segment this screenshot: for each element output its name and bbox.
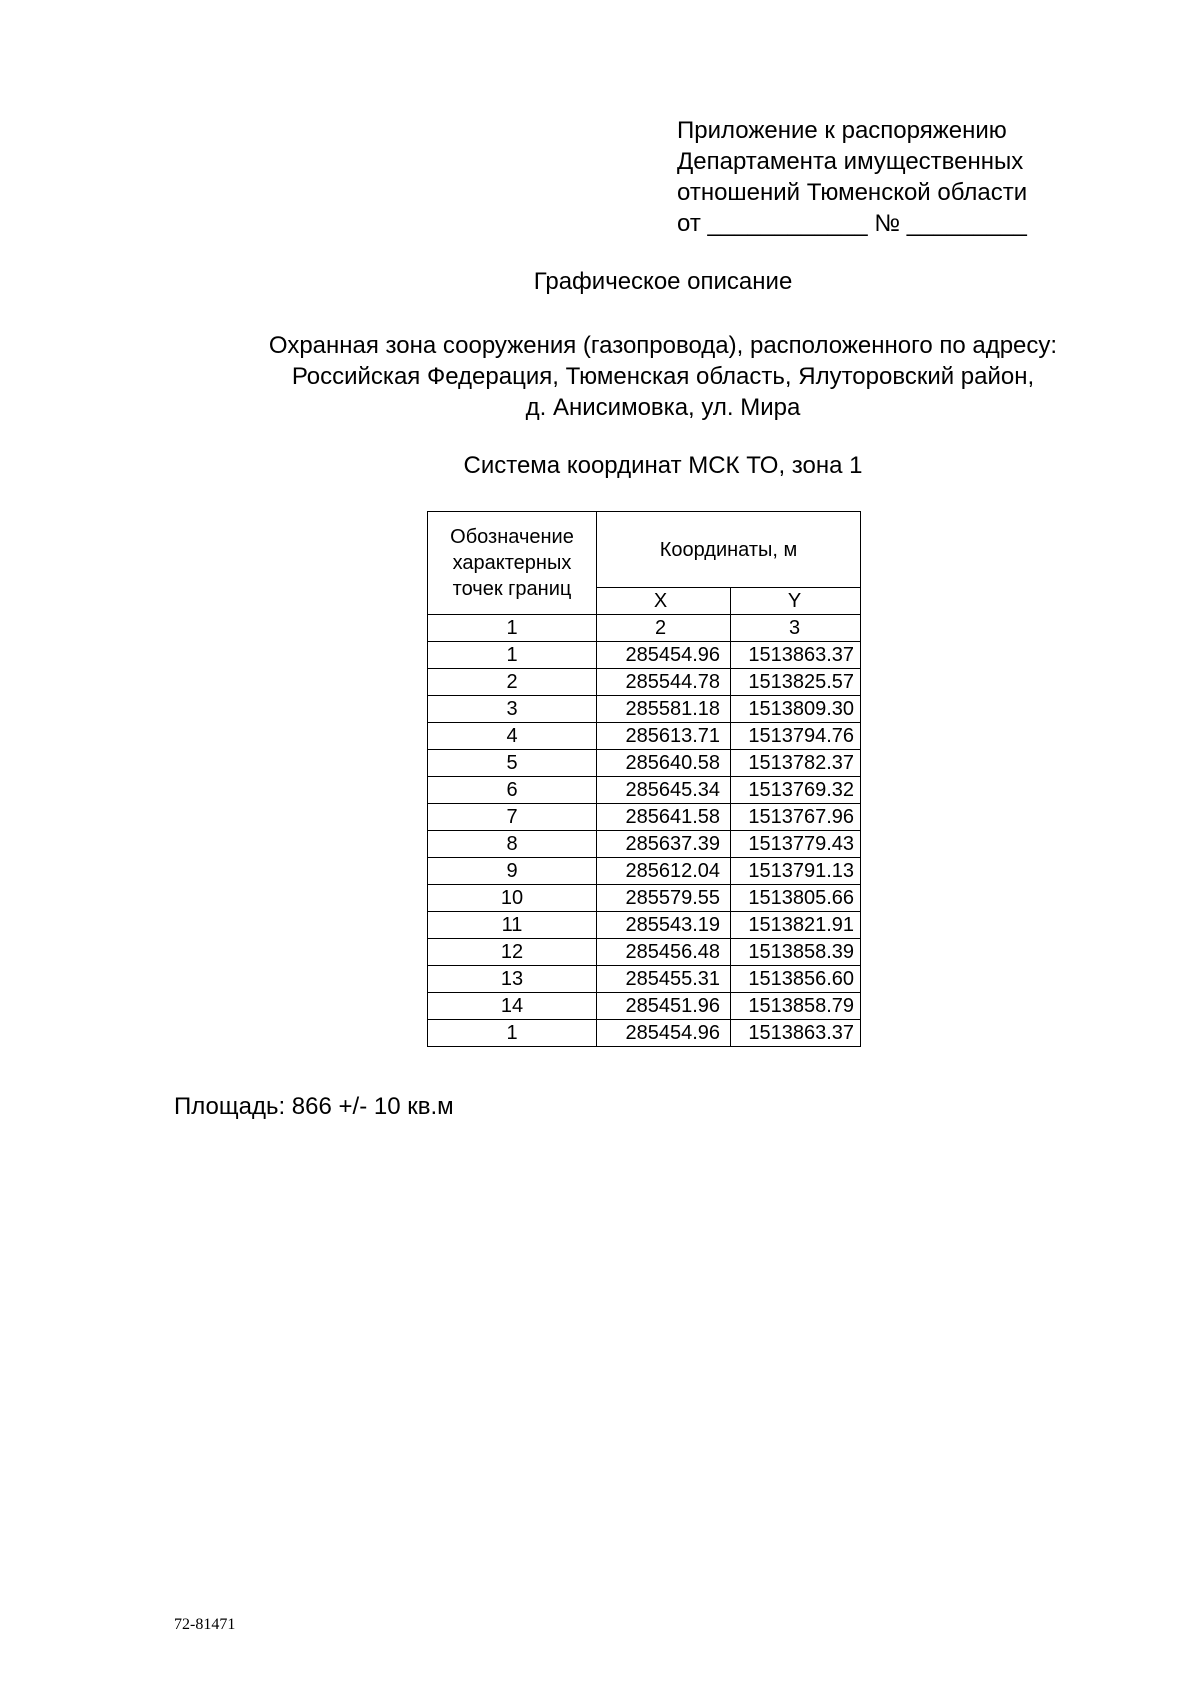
document-title: Графическое описание	[533, 268, 793, 295]
cell-y: 1513782.37	[731, 750, 861, 777]
cell-x: 285641.58	[597, 804, 731, 831]
cell-y: 1513791.13	[731, 858, 861, 885]
area-value: Площадь: 866 +/- 10 кв.м	[174, 1093, 454, 1120]
index-row	[428, 615, 861, 642]
cell-point: 9	[428, 858, 597, 885]
table-row	[428, 642, 861, 669]
cell-x: 285451.96	[597, 993, 731, 1020]
appendix-block	[677, 115, 1027, 239]
cell-x: 285612.04	[597, 858, 731, 885]
index-cell: 2	[597, 615, 731, 642]
index-cell: 3	[731, 615, 861, 642]
appendix-line: отношений Тюменской области	[677, 179, 1028, 206]
cell-y: 1513825.57	[731, 669, 861, 696]
object-description-line: д. Анисимовка, ул. Мира	[525, 394, 801, 421]
table-row	[428, 750, 861, 777]
cell-point: 6	[428, 777, 597, 804]
cell-point: 7	[428, 804, 597, 831]
cell-point: 14	[428, 993, 597, 1020]
document-number: 72-81471	[174, 1616, 236, 1633]
cell-x: 285579.55	[597, 885, 731, 912]
cell-y: 1513779.43	[731, 831, 861, 858]
cell-point: 8	[428, 831, 597, 858]
cell-y: 1513821.91	[731, 912, 861, 939]
cell-x: 285456.48	[597, 939, 731, 966]
cell-y: 1513794.76	[731, 723, 861, 750]
object-description-line: Охранная зона сооружения (газопровода), расположенного по адресу:	[268, 332, 1058, 359]
cell-x: 285454.96	[597, 642, 731, 669]
cell-y: 1513805.66	[731, 885, 861, 912]
cell-x: 285544.78	[597, 669, 731, 696]
cell-x: 285454.96	[597, 1020, 731, 1047]
table-row	[428, 669, 861, 696]
index-cell: 1	[428, 615, 597, 642]
header-coordinates: Координаты, м	[597, 512, 861, 588]
cell-x: 285637.39	[597, 831, 731, 858]
appendix-line: Приложение к распоряжению	[677, 117, 1007, 144]
cell-point: 11	[428, 912, 597, 939]
cell-point: 2	[428, 669, 597, 696]
header-x: X	[597, 588, 731, 615]
cell-y: 1513856.60	[731, 966, 861, 993]
cell-point: 12	[428, 939, 597, 966]
cell-x: 285455.31	[597, 966, 731, 993]
coordinates-table	[427, 511, 861, 1047]
cell-x: 285640.58	[597, 750, 731, 777]
cell-x: 285645.34	[597, 777, 731, 804]
cell-y: 1513809.30	[731, 696, 861, 723]
cell-point: 1	[428, 1020, 597, 1047]
coordinates-table-body	[428, 615, 861, 1047]
cell-y: 1513858.79	[731, 993, 861, 1020]
cell-x: 285581.18	[597, 696, 731, 723]
object-description	[0, 330, 1200, 423]
cell-point: 13	[428, 966, 597, 993]
cell-point: 3	[428, 696, 597, 723]
table-row	[428, 966, 861, 993]
table-row	[428, 858, 861, 885]
cell-y: 1513863.37	[731, 1020, 861, 1047]
table-row	[428, 831, 861, 858]
cell-y: 1513769.32	[731, 777, 861, 804]
table-row	[428, 777, 861, 804]
table-row	[428, 804, 861, 831]
coordinate-system: Система координат МСК ТО, зона 1	[463, 452, 863, 479]
table-row	[428, 912, 861, 939]
cell-point: 5	[428, 750, 597, 777]
table-row	[428, 993, 861, 1020]
appendix-line: Департамента имущественных	[677, 148, 1024, 175]
table-row	[428, 939, 861, 966]
table-row	[428, 696, 861, 723]
table-row	[428, 723, 861, 750]
cell-y: 1513767.96	[731, 804, 861, 831]
header-points: Обозначение характерных точек границ	[428, 512, 597, 615]
appendix-line: от ____________ № _________	[677, 210, 1027, 237]
header-y: Y	[731, 588, 861, 615]
cell-x: 285543.19	[597, 912, 731, 939]
table-row	[428, 1020, 861, 1047]
cell-x: 285613.71	[597, 723, 731, 750]
cell-point: 1	[428, 642, 597, 669]
cell-point: 10	[428, 885, 597, 912]
object-description-line: Российская Федерация, Тюменская область, Ялуторовский район,	[291, 363, 1035, 390]
cell-point: 4	[428, 723, 597, 750]
cell-y: 1513863.37	[731, 642, 861, 669]
table-row	[428, 885, 861, 912]
cell-y: 1513858.39	[731, 939, 861, 966]
